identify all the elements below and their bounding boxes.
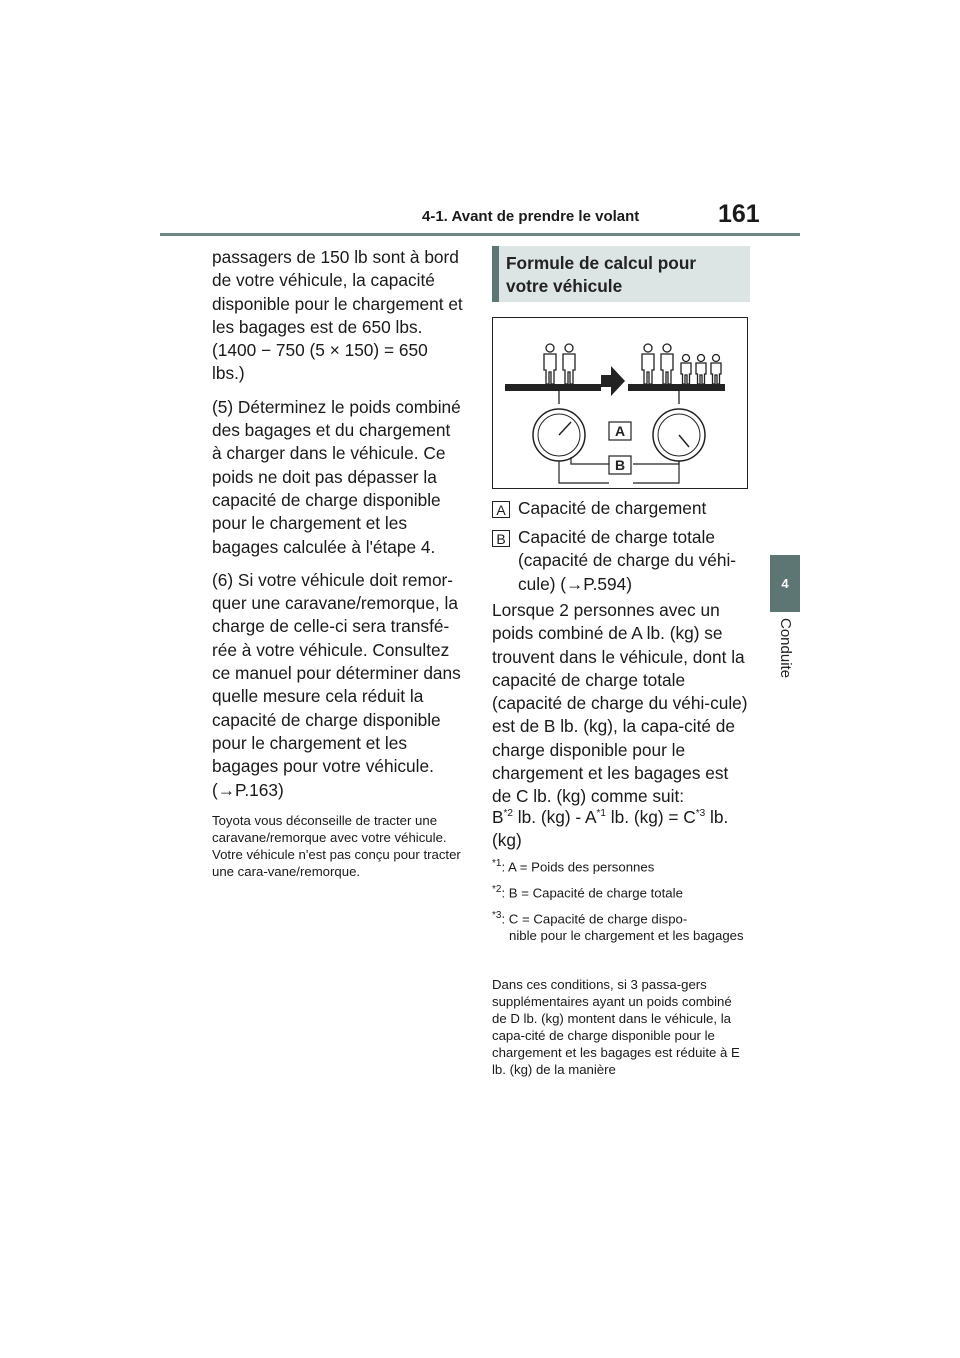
paragraph-2: (5) Déterminez le poids combiné des bagages et du chargement à charger dans le véhicule. Ce poids ne doit pas dépasser la capacité de charge disponible pour le chargement et les bagages calculée à l'étape 4. bbox=[212, 396, 461, 557]
legend-text-a: Capacité de chargement bbox=[518, 498, 707, 518]
footnote-mark-3: *3 bbox=[492, 910, 502, 921]
right-column bbox=[492, 246, 750, 1077]
formula-b: B bbox=[492, 806, 504, 827]
left-scale-gauge bbox=[533, 409, 585, 461]
label-b: B bbox=[614, 457, 626, 473]
persons-left-icon bbox=[544, 344, 575, 384]
arrow-icon bbox=[601, 366, 625, 396]
formula-sup-b: *2 bbox=[503, 808, 513, 819]
label-a: A bbox=[614, 423, 626, 439]
chapter-tab-label bbox=[770, 618, 800, 698]
footnote-mark-2: *2 bbox=[492, 884, 502, 895]
right-scale-gauge bbox=[653, 409, 705, 461]
footnote-2 bbox=[492, 881, 750, 901]
chapter-label-text: Conduite bbox=[777, 618, 794, 679]
right-platform bbox=[628, 384, 725, 391]
paragraph-1: passagers de 150 lb sont à bord de votre véhicule, la capacité disponible pour le chargement et les bagages est de 650 lbs. (1400 − 750 (5 × 150) = 650 lbs.) bbox=[212, 247, 463, 384]
footnote-1 bbox=[492, 855, 750, 875]
footnote-text-3: : C = Capacité de charge dispo- bbox=[501, 911, 688, 927]
legend-key-b: B bbox=[492, 530, 510, 547]
legend-key-a: A bbox=[492, 501, 510, 518]
chapter-tab-number: 4 bbox=[770, 555, 800, 612]
paragraph-3: (6) Si votre véhicule doit remor-quer une caravane/remorque, la charge de celle-ci sera transfé-rée à votre véhicule. Consultez ce manuel pour déterminer dans quelle mesure cela réduit la capacité de charge disponible pour le chargement et les bagages pour votre véhicule. (→P.163) bbox=[212, 569, 461, 800]
footnote-mark-1: *1 bbox=[492, 858, 502, 869]
legend-text-b: Capacité de charge totale bbox=[518, 527, 715, 547]
formula-sup-c: *3 bbox=[695, 808, 706, 819]
left-column bbox=[212, 246, 464, 891]
formula-part2: lb. (kg) = C bbox=[605, 806, 696, 827]
load-diagram bbox=[493, 318, 749, 490]
footnote-text-2: : B = Capacité de charge totale bbox=[501, 885, 683, 901]
formula-part1: lb. (kg) - A bbox=[512, 806, 597, 827]
formula bbox=[492, 802, 750, 852]
legend-item-a bbox=[492, 497, 750, 520]
formula-sup-a: *1 bbox=[596, 808, 606, 819]
towing-note: Toyota vous déconseille de tracter une caravane/remorque avec votre véhicule. Votre véhicule n'est pas conçu pour tracter une cara-vane/remorque. bbox=[212, 812, 461, 880]
footnote-text-3-cont: nible pour le chargement et les bagages bbox=[509, 928, 744, 944]
footnote-text-1: : A = Poids des personnes bbox=[501, 859, 655, 875]
body-text: Lorsque 2 personnes avec un poids combiné de A lb. (kg) se trouvent dans le véhicule, dont la capacité de charge totale (capacité de charge du véhi-cule) est de B lb. (kg), la capa-cité de charge disponible pour le chargement et les bagages est de C lb. (kg) comme suit: bbox=[492, 600, 748, 807]
section-heading: Formule de calcul pour votre véhicule bbox=[492, 246, 750, 302]
header-rule bbox=[160, 233, 800, 236]
legend-text-b-cont: (capacité de charge du véhi-cule) (→P.594) bbox=[518, 550, 737, 594]
persons-right-icon bbox=[642, 344, 721, 384]
section-title: 4-1. Avant de prendre le volant bbox=[422, 208, 640, 225]
formula-part3: lb. (kg) bbox=[492, 806, 729, 851]
body-paragraph bbox=[492, 599, 750, 809]
left-platform bbox=[505, 384, 601, 391]
footnote-3 bbox=[492, 907, 750, 944]
load-capacity-figure bbox=[492, 317, 748, 489]
page-number: 161 bbox=[718, 200, 760, 228]
closing-note: Dans ces conditions, si 3 passa-gers supplémentaires ayant un poids combiné de D lb. (kg) montent dans le véhicule, la capa-cité de charge disponible pour le chargement et les bagages est réduite à E lb. (kg) de la manière bbox=[492, 977, 740, 1077]
legend-item-b bbox=[492, 526, 750, 596]
